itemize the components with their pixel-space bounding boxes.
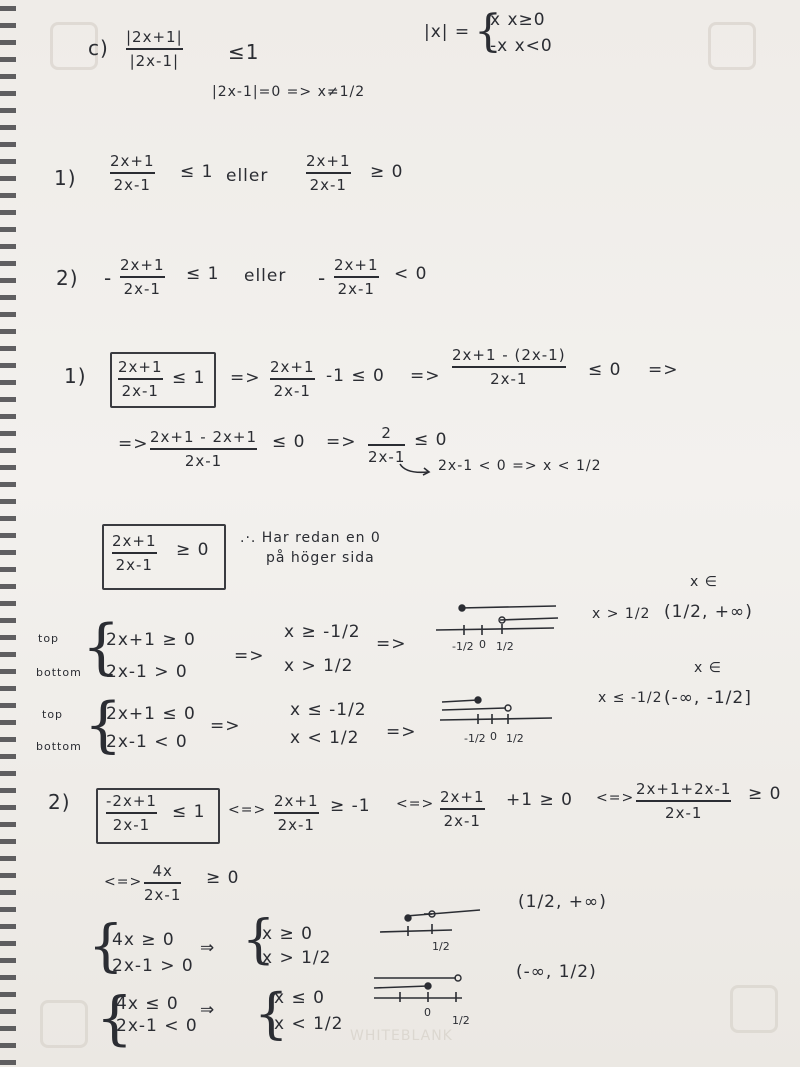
part2-axis-a-label: 1/2 (432, 940, 450, 953)
part2-resB-top: x ≤ 0 (274, 988, 325, 1008)
part2-interval-a: (1/2, +∞) (518, 892, 607, 912)
sysA-interval: (1/2, +∞) (664, 602, 753, 622)
part2-eq4: <=> (104, 874, 143, 890)
part2-eq3: <=> (596, 790, 635, 806)
part2-resA-brace: { (242, 910, 276, 970)
case1-label: 1) (54, 166, 77, 190)
case1-or: eller (226, 166, 269, 186)
part2-label: 2) (48, 790, 71, 814)
part1-imp4: => (118, 434, 149, 454)
sysB-top-label: top (42, 708, 64, 721)
watermark-logo-top-right (708, 22, 756, 70)
case1b-relation: ≥ 0 (370, 162, 404, 182)
part2-eq2: <=> (396, 796, 435, 812)
sysA-bottom-label: bottom (36, 666, 82, 679)
problem-fraction (126, 28, 183, 70)
part2-resA-bottom: x > 1/2 (262, 948, 332, 968)
problem-relation: ≤1 (228, 40, 260, 64)
sysA-imp: => (234, 646, 265, 666)
abs-def-brace: { (474, 6, 502, 57)
sysB-bottom: 2x-1 < 0 (106, 732, 188, 752)
part2-number-line-b (370, 968, 470, 1032)
part1-step4-fraction: 2 2x-1 (368, 424, 406, 466)
sysB-brace: { (84, 690, 123, 760)
part2-eq1: <=> (228, 802, 267, 818)
spiral-binding (0, 0, 16, 1067)
case2-label: 2) (56, 266, 79, 290)
part2-step1-fraction: 2x+1 2x-1 (274, 792, 319, 834)
case1-relation: ≤ 1 (180, 162, 214, 182)
part1-hook-arrow (398, 462, 438, 476)
part1-step4-relation: ≤ 0 (414, 430, 448, 450)
part1b-box-fraction: 2x+1 2x-1 (112, 532, 157, 574)
sysA-in: x ∈ (690, 574, 718, 590)
sysA-result: x > 1/2 (592, 606, 651, 622)
sysB-imp: => (210, 716, 241, 736)
part2-resB-bottom: x < 1/2 (274, 1014, 344, 1034)
part2-axis-b-label-1: 1/2 (452, 1014, 470, 1027)
sysA-brace: { (82, 612, 121, 682)
abs-def-case1: x x≥0 (490, 10, 546, 30)
case2-minus: - (104, 266, 113, 290)
part2-sysB-arrow: ⇒ (200, 1000, 216, 1020)
sysB-r1: x ≤ -1/2 (290, 700, 367, 720)
sysB-r2: x < 1/2 (290, 728, 360, 748)
problem-label: c) (88, 36, 109, 60)
abs-def-lhs: |x| = (424, 22, 471, 42)
sysB-axis-label-1: 0 (490, 730, 497, 743)
part1-label: 1) (64, 364, 87, 388)
case2-or: eller (244, 266, 287, 286)
sysB-bottom-label: bottom (36, 740, 82, 753)
sysB-top: 2x+1 ≤ 0 (106, 704, 196, 724)
part2-sysA-arrow: ⇒ (200, 938, 216, 958)
part2-box-relation: ≤ 1 (172, 802, 206, 822)
sysA-r1: x ≥ -1/2 (284, 622, 361, 642)
case2-relation: ≤ 1 (186, 264, 220, 284)
sysB-imp2: => (386, 722, 417, 742)
part2-interval-b: (-∞, 1/2) (516, 962, 597, 982)
part2-step2-fraction: 2x+1 2x-1 (440, 788, 485, 830)
sysB-interval: (-∞, -1/2] (664, 688, 752, 708)
part2-step4-fraction: 4x 2x-1 (144, 862, 182, 904)
problem-denominator: |2x-1| (129, 52, 180, 70)
part1-step1-rest: -1 ≤ 0 (326, 366, 385, 386)
sysA-axis-label-2: 1/2 (496, 640, 514, 653)
part2-step1-relation: ≥ -1 (330, 796, 371, 816)
sysB-number-line (436, 694, 556, 754)
part1-box-relation: ≤ 1 (172, 368, 206, 388)
part1b-box-relation: ≥ 0 (176, 540, 210, 560)
sysA-top: 2x+1 ≥ 0 (106, 630, 196, 650)
part1b-comment-2: på höger sida (266, 550, 375, 566)
sysA-imp2: => (376, 634, 407, 654)
sysB-in: x ∈ (694, 660, 722, 676)
sysB-axis-label-2: 1/2 (506, 732, 524, 745)
sysA-number-line (430, 600, 560, 664)
part1-imp3: => (648, 360, 679, 380)
part1-step1-fraction: 2x+1 2x-1 (270, 358, 315, 400)
part2-number-line-a (376, 904, 486, 954)
part2-resA-top: x ≥ 0 (262, 924, 313, 944)
part1-imp2: => (410, 366, 441, 386)
part2-step3-relation: ≥ 0 (748, 784, 782, 804)
part2-resB-brace: { (254, 982, 289, 1045)
part1-imp1: => (230, 368, 261, 388)
part1-box-fraction: 2x+1 2x-1 (118, 358, 163, 400)
part1-step2-relation: ≤ 0 (588, 360, 622, 380)
part2-axis-b-label-0: 0 (424, 1006, 431, 1019)
sysA-r2: x > 1/2 (284, 656, 354, 676)
case1b-fraction: 2x+1 2x-1 (306, 152, 351, 194)
part2-sysB-top: 4x ≤ 0 (116, 994, 179, 1014)
case2b-minus: - (318, 266, 327, 290)
part1-step3-fraction: 2x+1 - 2x+1 2x-1 (150, 428, 258, 470)
part2-box-fraction: -2x+1 2x-1 (106, 792, 157, 834)
part1-step5: 2x-1 < 0 => x < 1/2 (438, 458, 602, 474)
sysA-axis-label-1: 0 (479, 638, 486, 651)
sysA-top-label: top (38, 632, 60, 645)
sysB-axis-label-0: -1/2 (464, 732, 486, 745)
sysA-axis-label-0: -1/2 (452, 640, 474, 653)
part2-step4-relation: ≥ 0 (206, 868, 240, 888)
part1b-comment-1: .·. Har redan en 0 (240, 530, 381, 546)
part1-step2-fraction: 2x+1 - (2x-1) 2x-1 (452, 346, 566, 388)
part2-sysA-bottom: 2x-1 > 0 (112, 956, 194, 976)
part2-sysB-brace: { (96, 984, 133, 1052)
part2-sysB-bottom: 2x-1 < 0 (116, 1016, 198, 1036)
part1-step3-relation: ≤ 0 (272, 432, 306, 452)
sysB-result: x ≤ -1/2 (598, 690, 663, 706)
part2-step3-fraction: 2x+1+2x-1 2x-1 (636, 780, 732, 822)
case1-fraction: 2x+1 2x-1 (110, 152, 155, 194)
part1-imp5: => (326, 432, 357, 452)
part2-step2-relation: +1 ≥ 0 (506, 790, 573, 810)
case2-fraction: 2x+1 2x-1 (120, 256, 165, 298)
part2-sysA-top: 4x ≥ 0 (112, 930, 175, 950)
case2b-relation: < 0 (394, 264, 428, 284)
abs-def-case2: -x x<0 (490, 36, 553, 56)
watermark-logo-bottom-left (40, 1000, 88, 1048)
problem-note: |2x-1|=0 => x≠1/2 (212, 84, 366, 100)
part2-sysA-brace: { (88, 914, 124, 979)
problem-numerator: |2x+1| (126, 28, 183, 46)
sysA-bottom: 2x-1 > 0 (106, 662, 188, 682)
case2b-fraction: 2x+1 2x-1 (334, 256, 379, 298)
watermark-text: WHITEBLANK (350, 1028, 453, 1044)
watermark-logo-bottom-right (730, 985, 778, 1033)
